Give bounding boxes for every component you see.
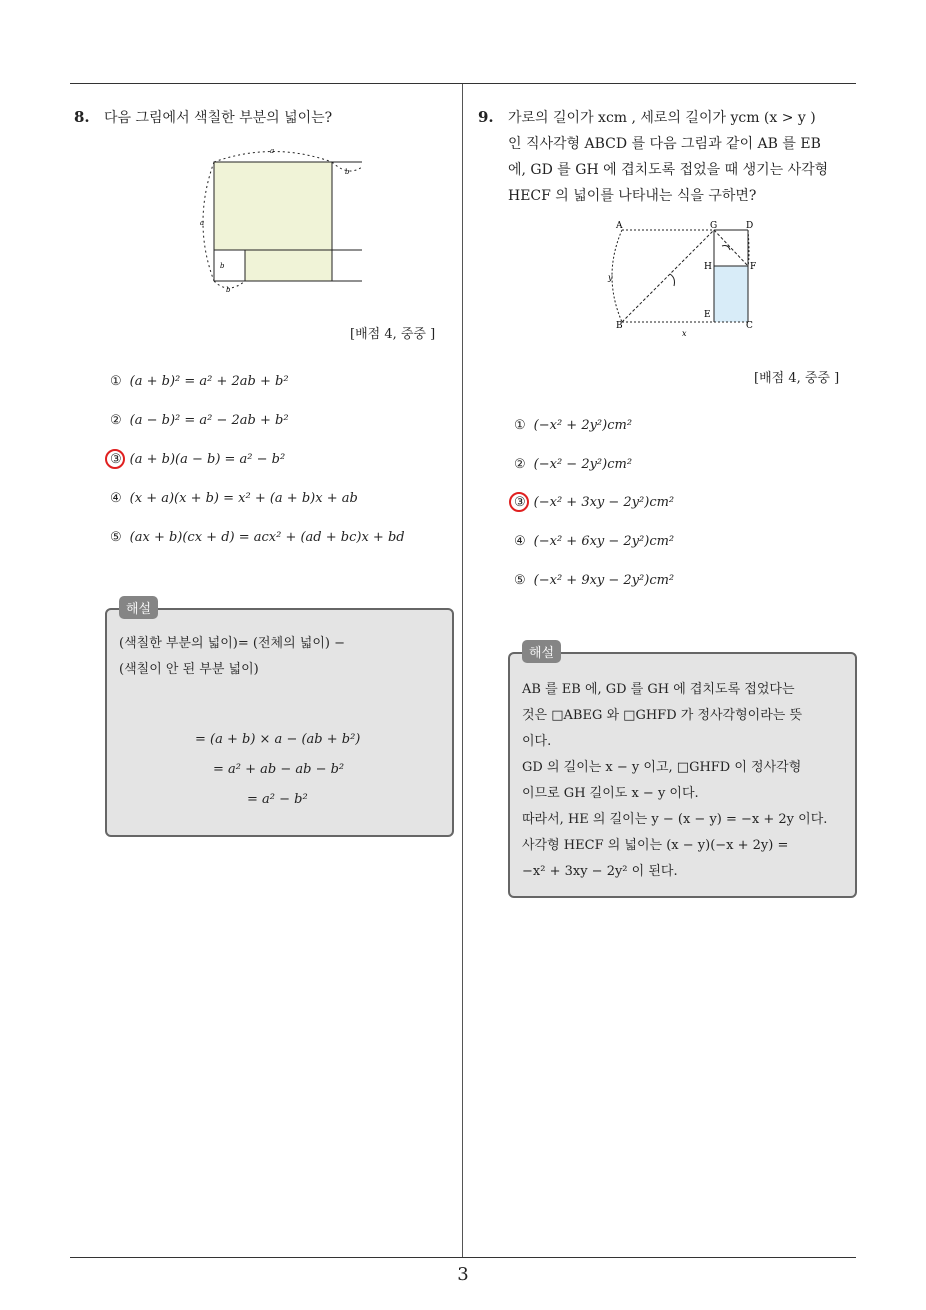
selected-answer-circle (105, 449, 125, 469)
option-mark: ⑤ (514, 573, 526, 588)
option-4[interactable] (514, 534, 674, 549)
option-3[interactable] (110, 452, 285, 467)
label-C: C (746, 321, 753, 331)
option-1[interactable] (514, 418, 632, 433)
option-mark: ④ (110, 491, 122, 506)
explanation-box (508, 646, 857, 898)
option-mark: ③ (110, 452, 122, 467)
column-divider (462, 84, 463, 1257)
question-text-line: 가로의 길이가 xcm , 세로의 길이가 ycm (x > y ) (508, 110, 816, 126)
difficulty-label: [배점 4, 중중 ] (754, 371, 840, 386)
q8-diagram (198, 143, 366, 295)
option-text: (−x² + 2y²)cm² (533, 418, 633, 433)
option-2[interactable] (514, 457, 632, 472)
explanation-line: GD 의 길이는 x − y 이고, □GHFD 이 정사각형 (522, 760, 802, 775)
option-text: (x + a)(x + b) = x² + (a + b)x + ab (129, 491, 358, 506)
option-2[interactable] (110, 413, 289, 428)
explanation-line: 따라서, HE 의 길이는 y − (x − y) = −x + 2y 이다. (522, 812, 828, 827)
option-text: (−x² − 2y²)cm² (533, 457, 633, 472)
label-B: B (616, 321, 623, 331)
option-mark: ③ (514, 495, 526, 510)
explanation-line: 이므로 GH 길이도 x − y 이다. (522, 786, 699, 801)
explanation-line: −x² + 3xy − 2y² 이 된다. (522, 864, 678, 879)
explanation-line: 이다. (522, 734, 552, 749)
option-4[interactable] (110, 491, 358, 506)
question-number: 8. (74, 108, 90, 126)
explanation-line: (색칠이 안 된 부분 넓이) (119, 662, 259, 677)
page-number: 3 (457, 1264, 469, 1285)
label-b-small: b (220, 262, 225, 270)
option-1[interactable] (110, 374, 289, 389)
explanation-tag: 해설 (119, 596, 158, 619)
explanation-line: 것은 □ABEG 와 □GHFD 가 정사각형이라는 뜻 (522, 708, 803, 723)
option-text: (−x² + 9xy − 2y²)cm² (533, 573, 675, 588)
option-text: (−x² + 3xy − 2y²)cm² (533, 495, 675, 510)
q9-diagram (604, 216, 764, 340)
option-5[interactable] (110, 530, 405, 545)
option-mark: ② (514, 457, 526, 472)
option-mark: ① (514, 418, 526, 433)
explanation-math: = a² + ab − ab − b² (213, 762, 345, 777)
label-F: F (750, 262, 757, 272)
question-text: 다음 그림에서 색칠한 부분의 넓이는? (104, 110, 333, 126)
option-text: (a + b)² = a² + 2ab + b² (129, 374, 289, 389)
option-3[interactable] (514, 495, 674, 510)
footer-rule (70, 1257, 856, 1258)
label-b-bottom: b (226, 286, 231, 294)
option-text: (−x² + 6xy − 2y²)cm² (533, 534, 675, 549)
option-5[interactable] (514, 573, 674, 588)
option-text: (a + b)(a − b) = a² − b² (129, 452, 286, 467)
label-y: y (608, 273, 613, 282)
explanation-box (105, 602, 454, 837)
explanation-line: (색칠한 부분의 넓이)= (전체의 넓이) − (119, 636, 345, 651)
question-text-line: HECF 의 넓이를 나타내는 식을 구하면? (508, 188, 757, 204)
option-text: (ax + b)(cx + d) = acx² + (ad + bc)x + bd (129, 530, 405, 545)
label-E: E (704, 310, 711, 320)
label-a-left: a (200, 219, 205, 227)
explanation-line: 사각형 HECF 의 넓이는 (x − y)(−x + 2y) = (522, 838, 789, 853)
label-b-right: b (345, 168, 350, 176)
explanation-math: = (a + b) × a − (ab + b²) (195, 732, 361, 747)
selected-answer-circle (509, 492, 529, 512)
option-text: (a − b)² = a² − 2ab + b² (129, 413, 289, 428)
question-text-line: 인 직사각형 ABCD 를 다음 그림과 같이 AB 를 EB (508, 136, 821, 152)
label-H: H (704, 262, 712, 272)
option-mark: ④ (514, 534, 526, 549)
explanation-math: = a² − b² (247, 792, 308, 807)
option-mark: ⑤ (110, 530, 122, 545)
option-mark: ② (110, 413, 122, 428)
header-rule (70, 83, 856, 84)
difficulty-label: [배점 4, 중중 ] (350, 327, 436, 342)
question-text-line: 에, GD 를 GH 에 겹치도록 접었을 때 생기는 사각형 (508, 162, 829, 178)
explanation-line: AB 를 EB 에, GD 를 GH 에 겹치도록 접었다는 (522, 682, 795, 697)
label-D: D (746, 221, 754, 231)
question-number: 9. (478, 108, 494, 126)
label-a-top: a (270, 147, 275, 155)
option-mark: ① (110, 374, 122, 389)
label-x: x (682, 329, 687, 338)
label-G: G (710, 221, 718, 231)
label-A: A (616, 221, 623, 231)
explanation-tag: 해설 (522, 640, 561, 663)
